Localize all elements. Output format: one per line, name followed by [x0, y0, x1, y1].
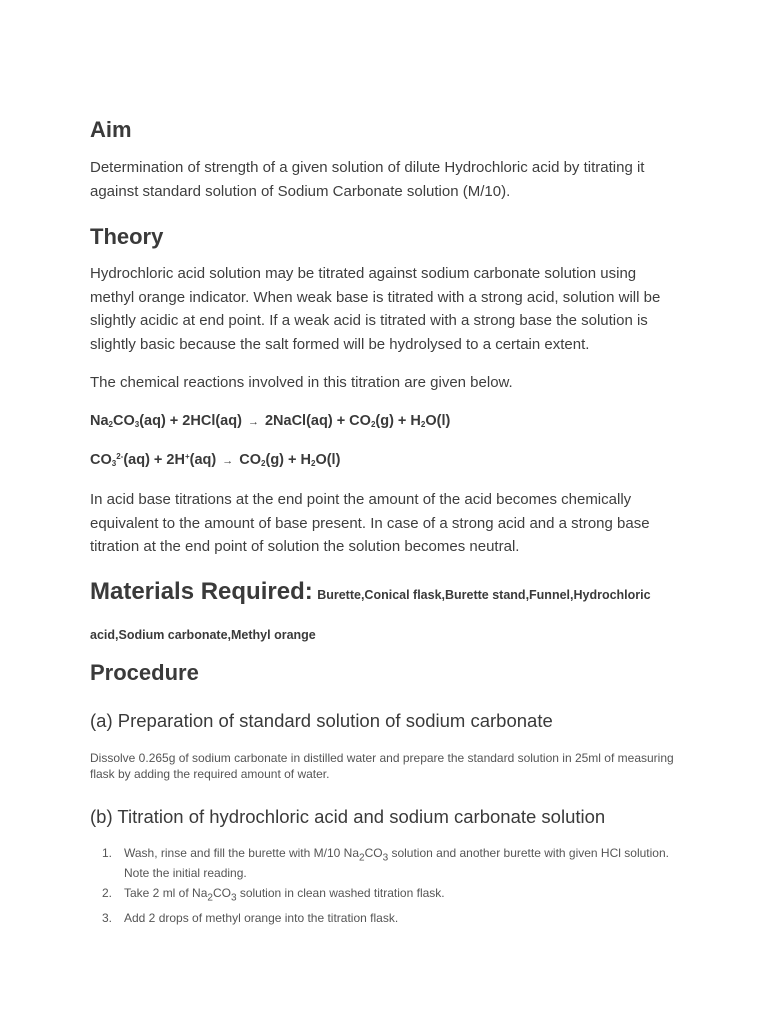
procedure-part-b-heading: (b) Titration of hydrochloric acid and sodium carbonate solution [90, 806, 606, 827]
procedure-part-a-heading: (a) Preparation of standard solution of sodium carbonate [90, 710, 553, 731]
reaction-arrow: → [247, 416, 259, 428]
materials-list: Burette,Conical flask,Burette stand,Funnel,Hydrochloric acid,Sodium carbonate,Methyl orange [90, 588, 651, 642]
materials-heading: Materials Required: [90, 578, 313, 605]
list-item: 1. Wash, rinse and fill the burette with M/10 $Na_2CO_3$ solution and another burette with given HCl solution. Note the initial reading. [102, 846, 669, 880]
procedure-steps-list [90, 846, 680, 932]
theory-heading: Theory [90, 224, 164, 249]
aim-text: Determination of strength of a given solution of dilute Hydrochloric acid by titrating it against standard solution of Sodium Carbonate solution (M/10). [90, 159, 645, 200]
reaction-arrow: → [222, 455, 234, 467]
equation-1: $Na_2CO_3(aq) + 2HCl(aq)$ → 2NaCl(aq) + $CO_2(g) + H_2O(l)$ [90, 413, 451, 429]
theory-paragraph-1: Hydrochloric acid solution may be titrated against sodium carbonate solution using methyl orange indicator. When weak base is titrated with a strong acid, solution will be slightly acidic at end point. If a weak acid is titrated with a strong base the solution is slightly basic because the salt formed will be hydrolysed to a certain extent. [90, 265, 661, 353]
procedure-part-a-text: Dissolve 0.265g of sodium carbonate in distilled water and prepare the standard solution in 25ml of measuring flask by adding the required amount of water. [90, 751, 674, 781]
list-item: 2. Take 2 ml of $Na_2CO_3$ solution in clean washed titration flask. [102, 886, 445, 904]
theory-paragraph-2: The chemical reactions involved in this titration are given below. [90, 374, 513, 391]
theory-paragraph-3: In acid base titrations at the end point the amount of the acid becomes chemically equivalent to the amount of base present. In case of a strong acid and a strong base titration at the end point of solution the solution becomes neutral. [90, 491, 650, 555]
aim-heading: Aim [90, 117, 132, 142]
list-item: 3. Add 2 drops of methyl orange into the titration flask. [102, 911, 399, 926]
procedure-heading: Procedure [90, 660, 199, 685]
equation-2: $CO_3^{2-}(aq) + 2H^+(aq) \to CO_2(g) + H_2O(l)$ [90, 452, 341, 468]
materials-section [90, 572, 690, 655]
